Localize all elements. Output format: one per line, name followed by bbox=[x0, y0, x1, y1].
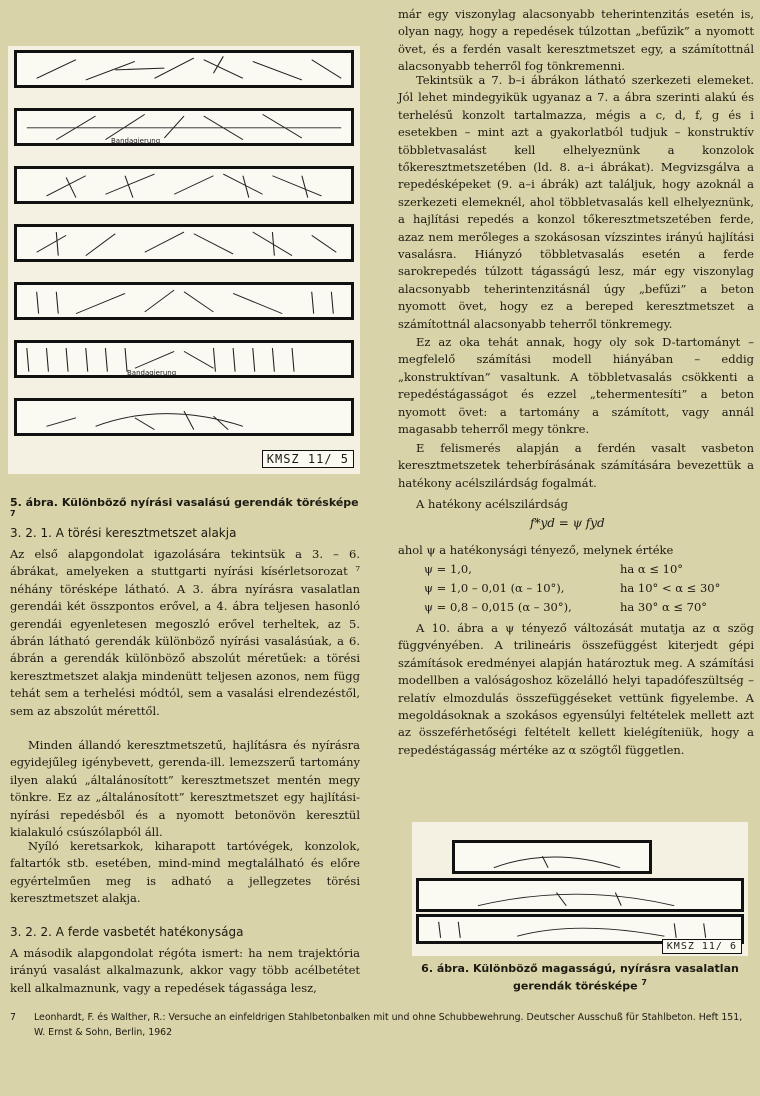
section-heading: 3. 2. 1. A törési keresztmetszet alakja bbox=[10, 526, 237, 540]
beam-photo bbox=[14, 50, 354, 88]
beam-label: Bandagierung bbox=[127, 369, 177, 377]
beam-photo bbox=[14, 166, 354, 204]
figure-mark: KMSZ 11/ 6 bbox=[662, 939, 742, 954]
figure-6 bbox=[412, 822, 748, 956]
figure-mark: KMSZ 11/ 5 bbox=[262, 450, 354, 468]
case-row bbox=[424, 598, 740, 617]
figure-5 bbox=[8, 46, 360, 474]
paragraph: Tekintsük a 7. b–i ábrákon látható szerkezeti elemeket. Jól lehet mindegyikük ugyanaz a 7. a ábra szerinti alakú és terhelésű konzolt tartalmazza, mégis a c, d, f, g és i esetekben – mint azt a gyakorlatból tudjuk – konstruktív többletvasalást kell elhelyeznünk a konzolok tőkeresztmetszetében (ld. 8. a–i ábrákat). Megvizsgálva a repedésképeket (9. a–i ábrák) azt találjuk, hogy azoknál a szerkezeti elemeknél, ahol többletvasalás kell elhelyeznünk, a hajlítási repedés a konzol tőkeresztmetszetében ferde, azaz nem merőleges a szokásosan vízszintes irányú hajlítási vasalásra. Hiányzó többletvasalás esetén a ferde sarokrepedés túlzott tágasságú lesz, már egy viszonylag alacsonyabb teherintenzitásnál úgy „befűzi” a beton nyomott övet, hogy ez a bereped keresztmetszet a számítottnál alacsonyabb teherről tönkremegy. bbox=[398, 73, 754, 331]
beam-photo bbox=[14, 282, 354, 320]
figure-caption bbox=[10, 496, 360, 524]
case-expression: ψ = 1,0, bbox=[424, 562, 472, 576]
beam-photo bbox=[14, 398, 354, 436]
formula: f*yd = ψ fyd bbox=[530, 516, 605, 530]
figure-caption bbox=[402, 962, 758, 994]
beam-photo bbox=[14, 340, 354, 378]
case-condition: ha α ≤ 10° bbox=[620, 562, 684, 576]
paragraph: Minden állandó keresztmetszetű, hajlításra és nyírásra egyidejűleg igénybevett, gerenda-ill. lemezszerű tartomány ilyen alakú „általánosított” keresztmetszet mentén megy tönkre. Ez az „általánosított” keresztmetszet egy hajlítási-nyírási repedésből és a nyomott betonövön keresztül kialakuló csúszólapból áll. bbox=[10, 738, 360, 840]
paragraph: E felismerés alapján a ferdén vasalt vasbeton keresztmetszetek teherbírásának számítására bevezettük a hatékony acélszilárdság fogalmát. bbox=[398, 441, 754, 490]
paragraph: már egy viszonylag alacsonyabb teherintenzitás esetén is, olyan nagy, hogy a repedések túlzottan „befűzik” a nyomott övet, és a ferdén vasalt keresztmetszet egy, a számítottnál alacsonyabb teherről fog tönkremenni. bbox=[398, 7, 754, 74]
paragraph: Ez az oka tehát annak, hogy oly sok D-tartományt – megfelelő számítási modell hiányában – eddig „konstruktívan” vasaltunk. A többletvasalás csökkenti a repedéstágasságot és ezzel „tehermentesíti” a beton nyomott övet: a tartomány a számított, vagy annál magasabb teherről megy tönkre. bbox=[398, 335, 754, 437]
section-heading: 3. 2. 2. A ferde vasbetét hatékonysága bbox=[10, 925, 244, 939]
paragraph: A 10. ábra a ψ tényező változását mutatja az α szög függvényében. A trilineáris összefüggést kiterjedt gépi számítások eredményei alapján határoztuk meg. A számítási modellben a valóságoshoz közelálló helyi tapadófeszültség – relatív elmozdulás összefüggéseket vettünk figyelembe. A megoldásoknak a szokásos egyensúlyi feltételek mellett azt az összeférhetőségi feltételt kellett kielégíteniük, hogy a repedéstágasság mértéke az α szögtől független. bbox=[398, 621, 754, 757]
beam-label: Bandagierung bbox=[111, 137, 161, 145]
caption-text: 6. ábra. Különböző magasságú, nyírásra vasalatlan gerendák törésképe bbox=[421, 962, 739, 993]
beam-photo bbox=[452, 840, 652, 874]
case-expression: ψ = 1,0 – 0,01 (α – 10°), bbox=[424, 581, 565, 595]
beam-photo bbox=[14, 224, 354, 262]
beam-photo bbox=[416, 878, 744, 912]
footnote-text: Leonhardt, F. és Walther, R.: Versuche an einfeldrigen Stahlbetonbalken mit und ohne Schubbewehrung. Deutscher Ausschuß für Stahlbeton. Heft 151, W. Ernst & Sohn, Berlin, 1962 bbox=[34, 1012, 743, 1038]
paragraph: A hatékony acélszilárdság bbox=[416, 497, 569, 511]
paragraph: Az első alapgondolat igazolására tekintsük a 3. – 6. ábrákat, amelyeken a stuttgarti nyírási kísérletsorozat ⁷ néhány törésképe látható. A 3. ábra nyírásra vasalatlan gerendái két összpontos erővel, a 4. ábra teljesen hasonló gerendái egyenletesen megoszló erővel terheltek, az 5. ábrán látható gerendák különböző nyírási vasalásúak, a 6. ábrán a gerendák különböző abszolút méretűek: a törési keresztmetszet alakja mindenütt teljesen azonos, nem függ tehát sem a terhelési módtól, sem a vasalási elrendezéstől, sem az abszolút mérettől. bbox=[10, 547, 360, 718]
case-condition: ha 30° α ≤ 70° bbox=[620, 600, 708, 614]
caption-ref: 7 bbox=[10, 509, 16, 518]
formula-cases bbox=[424, 560, 740, 617]
paragraph: Nyíló keretsarkok, kiharapott tartóvégek, konzolok, faltartók stb. esetében, mind-mind megtalálható és előre egyértelműen meg is adható a jellegzetes törési keresztmetszet alakja. bbox=[10, 839, 360, 906]
footnote-number: 7 bbox=[10, 1012, 16, 1023]
case-expression: ψ = 0,8 – 0,015 (α – 30°), bbox=[424, 600, 572, 614]
beam-photo bbox=[14, 108, 354, 146]
case-row bbox=[424, 579, 740, 598]
paragraph: ahol ψ a hatékonysági tényező, melynek értéke bbox=[398, 543, 674, 557]
case-row bbox=[424, 560, 740, 579]
paragraph: A második alapgondolat régóta ismert: ha nem trajektória irányú vasalást alkalmazunk, akkor vagy több acélbetétet kell alkalmaznunk, vagy a repedések tágassága lesz, bbox=[10, 946, 360, 995]
caption-text: 5. ábra. Különböző nyírási vasalású gerendák törésképe bbox=[10, 496, 359, 509]
caption-ref: 7 bbox=[641, 978, 647, 987]
case-condition: ha 10° < α ≤ 30° bbox=[620, 581, 721, 595]
